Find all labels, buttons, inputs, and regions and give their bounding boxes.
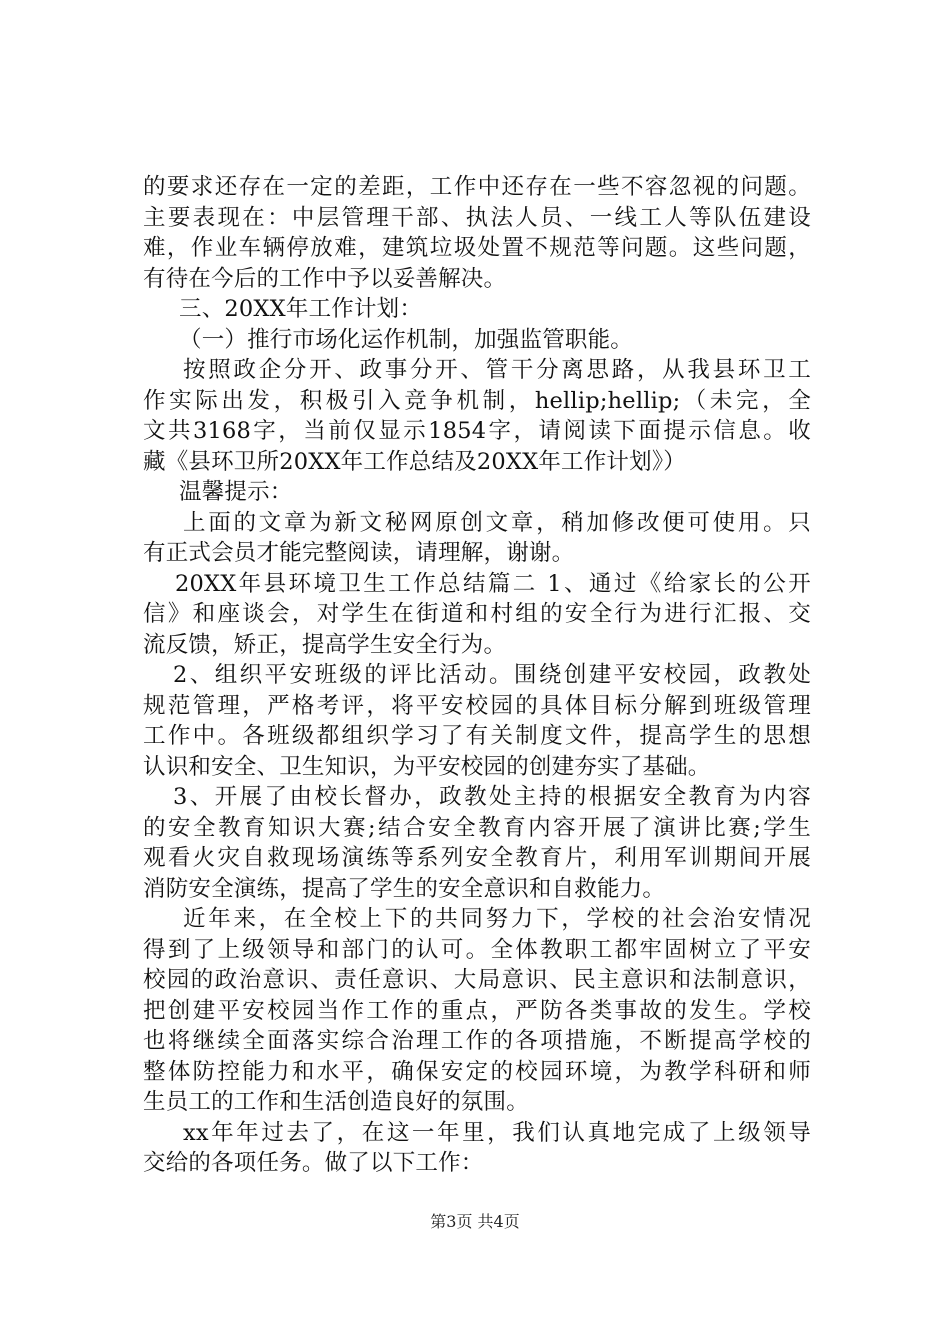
text-line: 也将继续全面落实综合治理工作的各项措施，不断提高学校的 (143, 1028, 811, 1054)
text-line: 信》和座谈会，对学生在街道和村组的安全行为进行汇报、交 (143, 601, 811, 627)
text-line: 规范管理，严格考评，将平安校园的具体目标分解到班级管理 (143, 692, 811, 719)
page-footer: 第3页 共4页 (430, 1212, 520, 1231)
text-line: 校园的政治意识、责任意识、大局意识、民主意识和法制意识， (143, 967, 811, 993)
text-line: 观看火灾自救现场演练等系列安全教育片，利用军训期间开展 (143, 845, 811, 871)
text-line: 有待在今后的工作中予以妥善解决。 (143, 265, 507, 292)
text-line: 藏《县环卫所20XX年工作总结及20XX年工作计划》） (143, 448, 686, 475)
text-line: 三、20XX年工作计划： (179, 296, 423, 322)
text-line: 的安全教育知识大赛;结合安全教育内容开展了演讲比赛;学生 (143, 814, 811, 841)
text-line: 把创建平安校园当作工作的重点，严防各类事故的发生。学校 (143, 997, 811, 1024)
text-line: 主要表现在：中层管理干部、执法人员、一线工人等队伍建设 (143, 204, 811, 231)
text-line: 消防安全演练，提高了学生的安全意识和自救能力。 (143, 875, 666, 902)
text-line: 工作中。各班级都组织学习了有关制度文件，提高学生的思想 (143, 723, 811, 749)
text-line: xx年年过去了，在这一年里，我们认真地完成了上级领导 (183, 1119, 811, 1146)
text-line: 整体防控能力和水平，确保安定的校园环境，为教学科研和师 (143, 1058, 811, 1085)
text-line: 2、组织平安班级的评比活动。围绕创建平安校园，政教处 (173, 662, 811, 688)
text-line: 作实际出发，积极引入竞争机制，hellip;hellip;（未完，全 (143, 387, 811, 414)
text-line: 有正式会员才能完整阅读，请理解，谢谢。 (143, 540, 575, 566)
text-line: 3、开展了由校长督办，政教处主持的根据安全教育为内容 (173, 784, 811, 810)
text-line: 温馨提示： (179, 479, 293, 505)
text-line: 难，作业车辆停放难，建筑垃圾处置不规范等问题。这些问题， (143, 235, 811, 261)
text-line: 得到了上级领导和部门的认可。全体教职工都牢固树立了平安 (143, 936, 811, 963)
text-line: 流反馈，矫正，提高学生安全行为。 (143, 631, 507, 658)
text-line: 20XX年县环境卫生工作总结篇二 1、通过《给家长的公开 (175, 570, 811, 597)
text-line: 生员工的工作和生活创造良好的氛围。 (143, 1089, 529, 1115)
text-line: 的要求还存在一定的差距，工作中还存在一些不容忽视的问题。 (143, 174, 811, 200)
text-line: 文共3168字，当前仅显示1854字，请阅读下面提示信息。收 (143, 418, 811, 444)
text-line: 上面的文章为新文秘网原创文章，稍加修改便可使用。只 (183, 509, 811, 536)
text-line: 按照政企分开、政事分开、管干分离思路，从我县环卫工 (183, 357, 811, 383)
text-line: （一）推行市场化运作机制，加强监管职能。 (179, 326, 634, 353)
text-line: 交给的各项任务。做了以下工作： (143, 1150, 484, 1176)
text-line: 认识和安全、卫生知识，为平安校园的创建夯实了基础。 (143, 753, 711, 780)
document-body (143, 172, 811, 1179)
text-line: 近年来，在全校上下的共同努力下，学校的社会治安情况 (183, 906, 811, 932)
